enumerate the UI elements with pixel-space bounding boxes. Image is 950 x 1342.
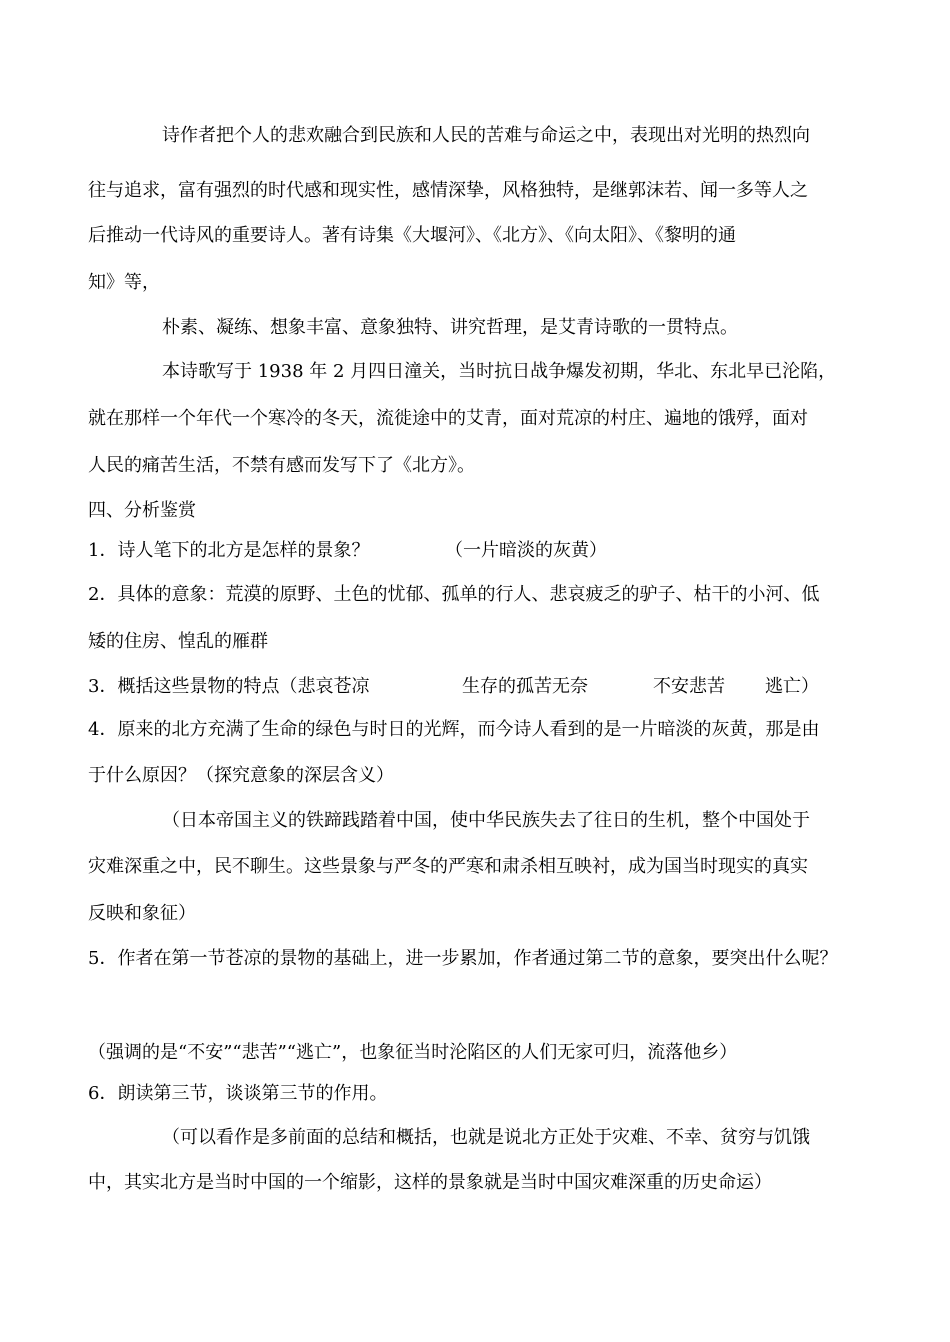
answer-3-part-4: 逃亡） xyxy=(765,676,819,697)
question-1: 1．诗人笔下的北方是怎样的景象？ xyxy=(88,540,370,561)
answer-3-part-2: 生存的孤苦无奈 xyxy=(462,676,588,697)
answer-3-part-3: 不安悲苦 xyxy=(653,676,725,697)
answer-5: （强调的是“不安”“悲苦”“逃亡”，也象征当时沦陷区的人们无家可归，流落他乡） xyxy=(88,1042,738,1063)
question-3: 3．概括这些景物的特点（悲哀苍凉 xyxy=(88,676,370,697)
paragraph-1-line-1: 诗作者把个人的悲欢融合到民族和人民的苦难与命运之中，表现出对光明的热烈向 xyxy=(162,125,810,146)
answer-4-line-1: （日本帝国主义的铁蹄践踏着中国，使中华民族失去了往日的生机，整个中国处于 xyxy=(162,810,810,831)
paragraph-1-line-4: 知》等， xyxy=(88,272,160,293)
answer-6-line-1: （可以看作是多前面的总结和概括，也就是说北方正处于灾难、不幸、贫穷与饥饿 xyxy=(162,1127,810,1148)
paragraph-1-line-3: 后推动一代诗风的重要诗人。著有诗集《大堰河》、《北方》、《向太阳》、《黎明的通 xyxy=(88,225,736,246)
paragraph-3-line-1: 本诗歌写于 1938 年 2 月四日潼关，当时抗日战争爆发初期，华北、东北早已沦陷， xyxy=(162,361,837,382)
paragraph-1-line-2: 往与追求，富有强烈的时代感和现实性，感情深挚，风格独特，是继郭沫若、闻一多等人之 xyxy=(88,180,808,201)
paragraph-2: 朴素、凝练、想象丰富、意象独特、讲究哲理，是艾青诗歌的一贯特点。 xyxy=(162,317,738,338)
answer-4-line-3: 反映和象征） xyxy=(88,903,196,924)
question-4-line-1: 4．原来的北方充满了生命的绿色与时日的光辉，而今诗人看到的是一片暗淡的灰黄，那是由 xyxy=(88,719,820,740)
answer-1: （一片暗淡的灰黄） xyxy=(445,540,607,561)
question-5: 5．作者在第一节苍凉的景物的基础上，进一步累加，作者通过第二节的意象，要突出什么呢？ xyxy=(88,948,838,969)
section-heading: 四、分析鉴赏 xyxy=(88,500,196,521)
item-2-line-2: 矮的住房、惶乱的雁群 xyxy=(88,631,268,652)
answer-4-line-2: 灾难深重之中，民不聊生。这些景象与严冬的严寒和肃杀相互映衬，成为国当时现实的真实 xyxy=(88,856,808,877)
question-6: 6．朗读第三节，谈谈第三节的作用。 xyxy=(88,1083,388,1104)
paragraph-3-line-2: 就在那样一个年代一个寒冷的冬天，流徙途中的艾青，面对荒凉的村庄、遍地的饿殍，面对 xyxy=(88,408,808,429)
answer-6-line-2: 中，其实北方是当时中国的一个缩影，这样的景象就是当时中国灾难深重的历史命运） xyxy=(88,1172,772,1193)
item-2-line-1: 2．具体的意象：荒漠的原野、土色的忧郁、孤单的行人、悲哀疲乏的驴子、枯干的小河、低 xyxy=(88,584,820,605)
question-4-line-2: 于什么原因？（探究意象的深层含义） xyxy=(88,765,394,786)
paragraph-3-line-3: 人民的痛苦生活，不禁有感而发写下了《北方》。 xyxy=(88,455,475,476)
